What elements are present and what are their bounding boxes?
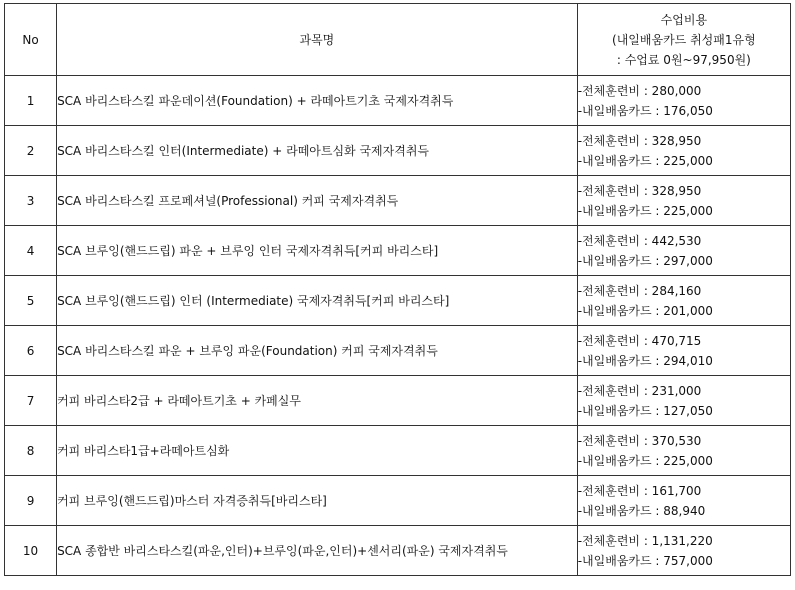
total-training-fee: -전체훈련비 : 161,700 (577, 483, 702, 498)
course-name: SCA 종합반 바리스타스킬(파운,인터)+브루잉(파운,인터)+센서리(파운) 국제자격취득 (57, 526, 578, 576)
header-cost-line: (내일배움카드 취성패1유형 (612, 32, 756, 47)
course-name: SCA 브루잉(핸드드립) 파운 + 브루잉 인터 국제자격취득[커피 바리스타] (57, 226, 578, 276)
total-training-fee: -전체훈련비 : 442,530 (577, 233, 702, 248)
course-name: 커피 바리스타1급+라떼아트심화 (57, 426, 578, 476)
row-number: 3 (5, 176, 57, 226)
course-name: 커피 브루잉(핸드드립)마스터 자격증취득[바리스타] (57, 476, 578, 526)
cost-cell (577, 476, 790, 526)
cost-cell (577, 276, 790, 326)
course-name: SCA 바리스타스킬 인터(Intermediate) + 라떼아트심화 국제자격취득 (57, 126, 578, 176)
row-number: 8 (5, 426, 57, 476)
table-row (5, 226, 791, 276)
course-name: 커피 바리스타2급 + 라떼아트기초 + 카페실무 (57, 376, 578, 426)
card-fee: -내일배움카드 : 225,000 (577, 203, 713, 218)
table-row (5, 426, 791, 476)
cost-cell (577, 526, 790, 576)
header-cost-line: : 수업료 0원~97,950원) (616, 52, 751, 67)
cost-cell (577, 426, 790, 476)
table-row (5, 376, 791, 426)
total-training-fee: -전체훈련비 : 231,000 (577, 383, 702, 398)
course-name: SCA 바리스타스킬 프로페셔널(Professional) 커피 국제자격취득 (57, 176, 578, 226)
header-no: No (5, 4, 57, 76)
card-fee: -내일배움카드 : 757,000 (577, 553, 713, 568)
header-row (5, 4, 791, 76)
card-fee: -내일배움카드 : 127,050 (577, 403, 713, 418)
course-name: SCA 브루잉(핸드드립) 인터 (Intermediate) 국제자격취득[커피 바리스타] (57, 276, 578, 326)
row-number: 10 (5, 526, 57, 576)
total-training-fee: -전체훈련비 : 280,000 (577, 83, 702, 98)
table-row (5, 76, 791, 126)
cost-cell (577, 126, 790, 176)
card-fee: -내일배움카드 : 225,000 (577, 153, 713, 168)
row-number: 1 (5, 76, 57, 126)
total-training-fee: -전체훈련비 : 284,160 (577, 283, 702, 298)
course-name: SCA 바리스타스킬 파운데이션(Foundation) + 라떼아트기초 국제자격취득 (57, 76, 578, 126)
card-fee: -내일배움카드 : 88,940 (577, 503, 706, 518)
table-row (5, 276, 791, 326)
card-fee: -내일배움카드 : 201,000 (577, 303, 713, 318)
card-fee: -내일배움카드 : 225,000 (577, 453, 713, 468)
row-number: 2 (5, 126, 57, 176)
total-training-fee: -전체훈련비 : 1,131,220 (577, 533, 713, 548)
card-fee: -내일배움카드 : 294,010 (577, 353, 713, 368)
cost-cell (577, 326, 790, 376)
total-training-fee: -전체훈련비 : 470,715 (577, 333, 702, 348)
cost-cell (577, 376, 790, 426)
row-number: 6 (5, 326, 57, 376)
cost-cell (577, 226, 790, 276)
table-row (5, 126, 791, 176)
card-fee: -내일배움카드 : 297,000 (577, 253, 713, 268)
course-name: SCA 바리스타스킬 파운 + 브루잉 파운(Foundation) 커피 국제자격취득 (57, 326, 578, 376)
header-course-name: 과목명 (57, 4, 578, 76)
cost-cell (577, 76, 790, 126)
header-cost-line: 수업비용 (660, 12, 708, 27)
row-number: 5 (5, 276, 57, 326)
row-number: 7 (5, 376, 57, 426)
total-training-fee: -전체훈련비 : 328,950 (577, 183, 702, 198)
cost-cell (577, 176, 790, 226)
total-training-fee: -전체훈련비 : 328,950 (577, 133, 702, 148)
row-number: 4 (5, 226, 57, 276)
table-row (5, 476, 791, 526)
header-cost (577, 4, 790, 76)
table-row (5, 176, 791, 226)
total-training-fee: -전체훈련비 : 370,530 (577, 433, 702, 448)
course-table (4, 3, 791, 576)
card-fee: -내일배움카드 : 176,050 (577, 103, 713, 118)
table-row (5, 526, 791, 576)
table-row (5, 326, 791, 376)
row-number: 9 (5, 476, 57, 526)
